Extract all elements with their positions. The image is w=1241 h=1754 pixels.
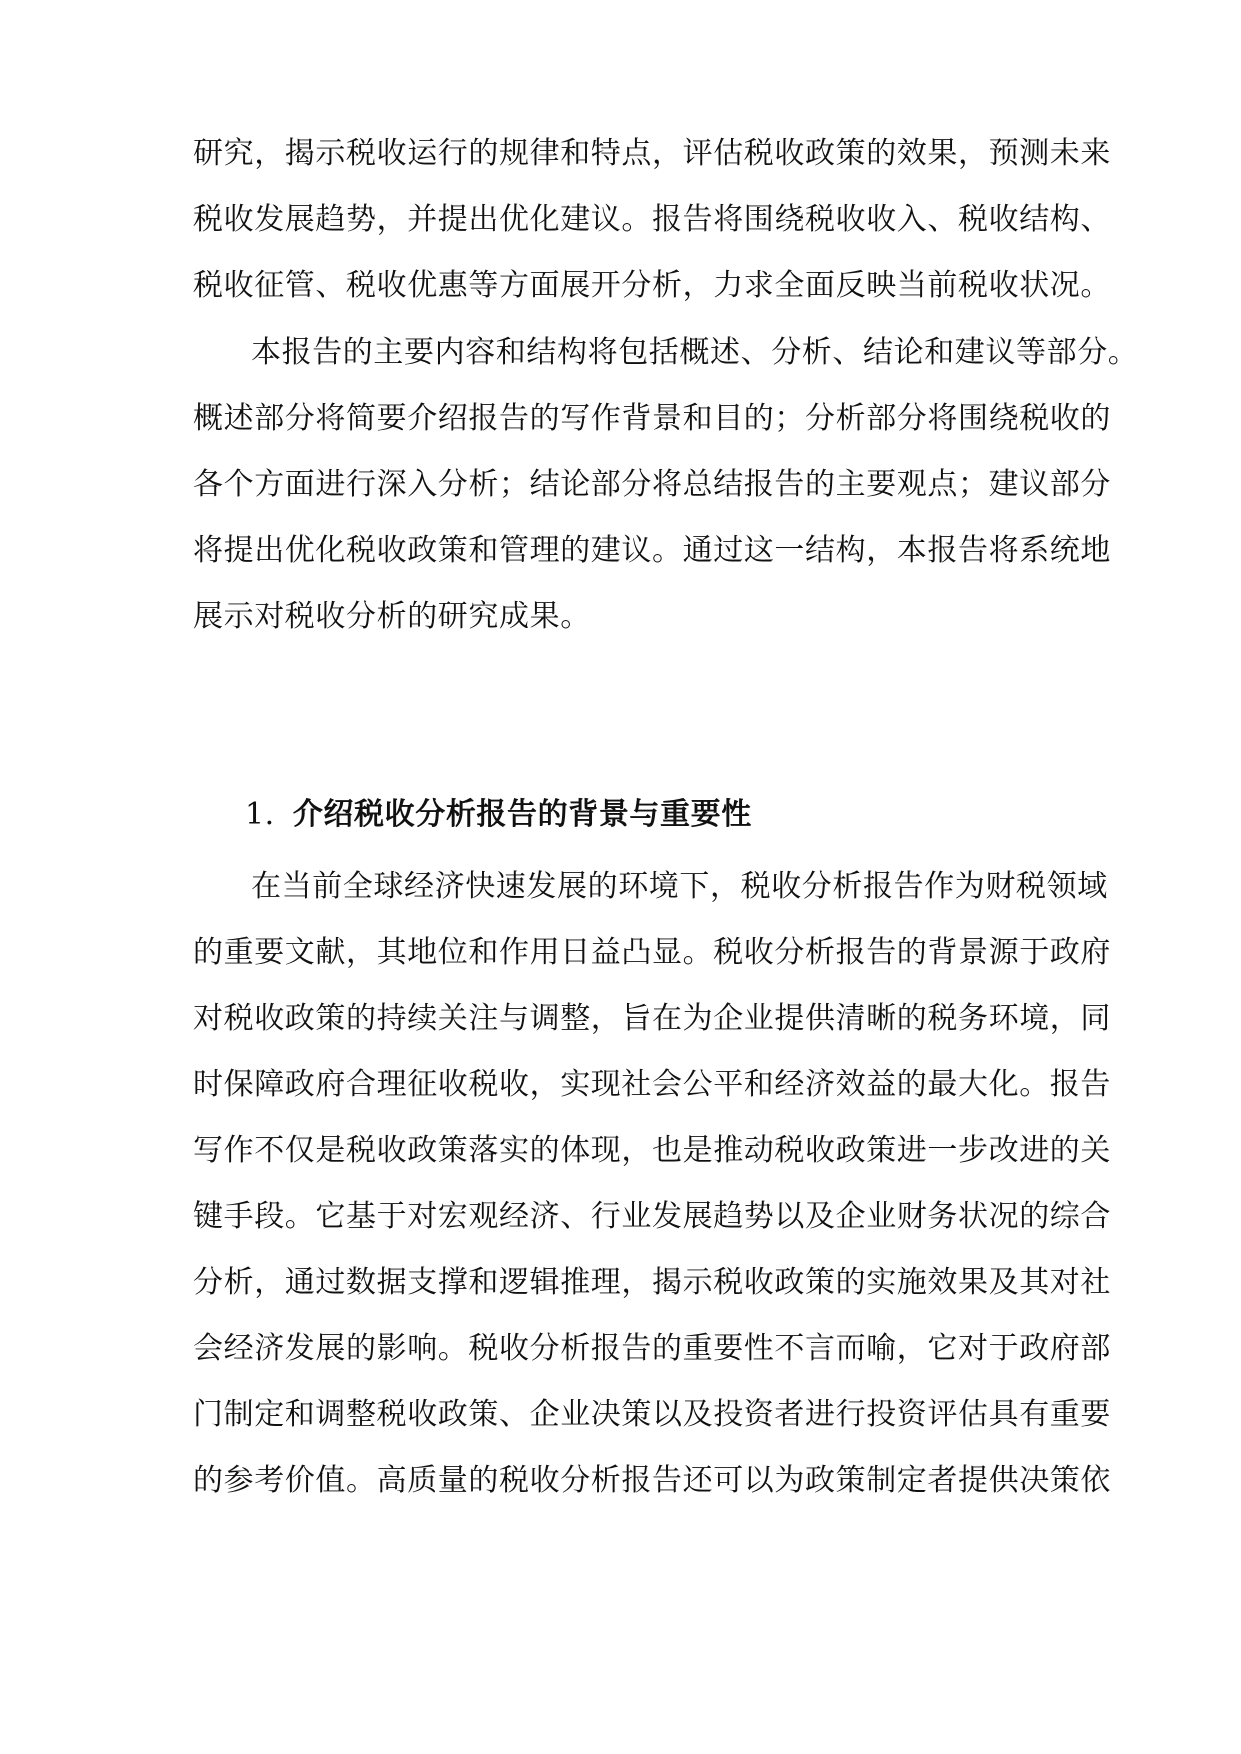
paragraph-line: 写作不仅是税收政策落实的体现，也是推动税收政策进一步改进的关	[193, 1133, 1111, 1168]
paragraph-line: 概述部分将简要介绍报告的写作背景和目的；分析部分将围绕税收的	[193, 401, 1111, 436]
paragraph-line: 税收发展趋势，并提出优化建议。报告将围绕税收收入、税收结构、	[193, 202, 1111, 237]
paragraph-line: 的重要文献，其地位和作用日益凸显。税收分析报告的背景源于政府	[193, 935, 1111, 970]
paragraph-line: 研究，揭示税收运行的规律和特点，评估税收政策的效果，预测未来	[193, 136, 1111, 171]
section-title: 介绍税收分析报告的背景与重要性	[292, 797, 752, 832]
paragraph-line: 键手段。它基于对宏观经济、行业发展趋势以及企业财务状况的综合	[193, 1199, 1111, 1234]
paragraph-line: 将提出优化税收政策和管理的建议。通过这一结构，本报告将系统地	[193, 533, 1111, 568]
paragraph-line: 门制定和调整税收政策、企业决策以及投资者进行投资评估具有重要	[193, 1397, 1111, 1432]
section-heading	[245, 782, 752, 848]
paragraph-line: 时保障政府合理征收税收，实现社会公平和经济效益的最大化。报告	[193, 1067, 1111, 1102]
paragraph-line: 各个方面进行深入分析；结论部分将总结报告的主要观点；建议部分	[193, 467, 1111, 502]
paragraph-line: 本报告的主要内容和结构将包括概述、分析、结论和建议等部分。	[251, 335, 1139, 370]
section-number: 1.	[245, 797, 275, 832]
paragraph-continuation	[193, 121, 1111, 319]
paragraph-line: 的参考价值。高质量的税收分析报告还可以为政策制定者提供决策依	[193, 1463, 1111, 1498]
paragraph-structure	[193, 320, 1139, 650]
paragraph-line: 展示对税收分析的研究成果。	[193, 599, 591, 634]
paragraph-line: 分析，通过数据支撑和逻辑推理，揭示税收政策的实施效果及其对社	[193, 1265, 1111, 1300]
paragraph-line: 税收征管、税收优惠等方面展开分析，力求全面反映当前税收状况。	[193, 268, 1111, 303]
paragraph-background	[193, 854, 1111, 1514]
paragraph-line: 对税收政策的持续关注与调整，旨在为企业提供清晰的税务环境，同	[193, 1001, 1111, 1036]
paragraph-line: 会经济发展的影响。税收分析报告的重要性不言而喻，它对于政府部	[193, 1331, 1111, 1366]
paragraph-line: 在当前全球经济快速发展的环境下，税收分析报告作为财税领域	[251, 869, 1108, 904]
